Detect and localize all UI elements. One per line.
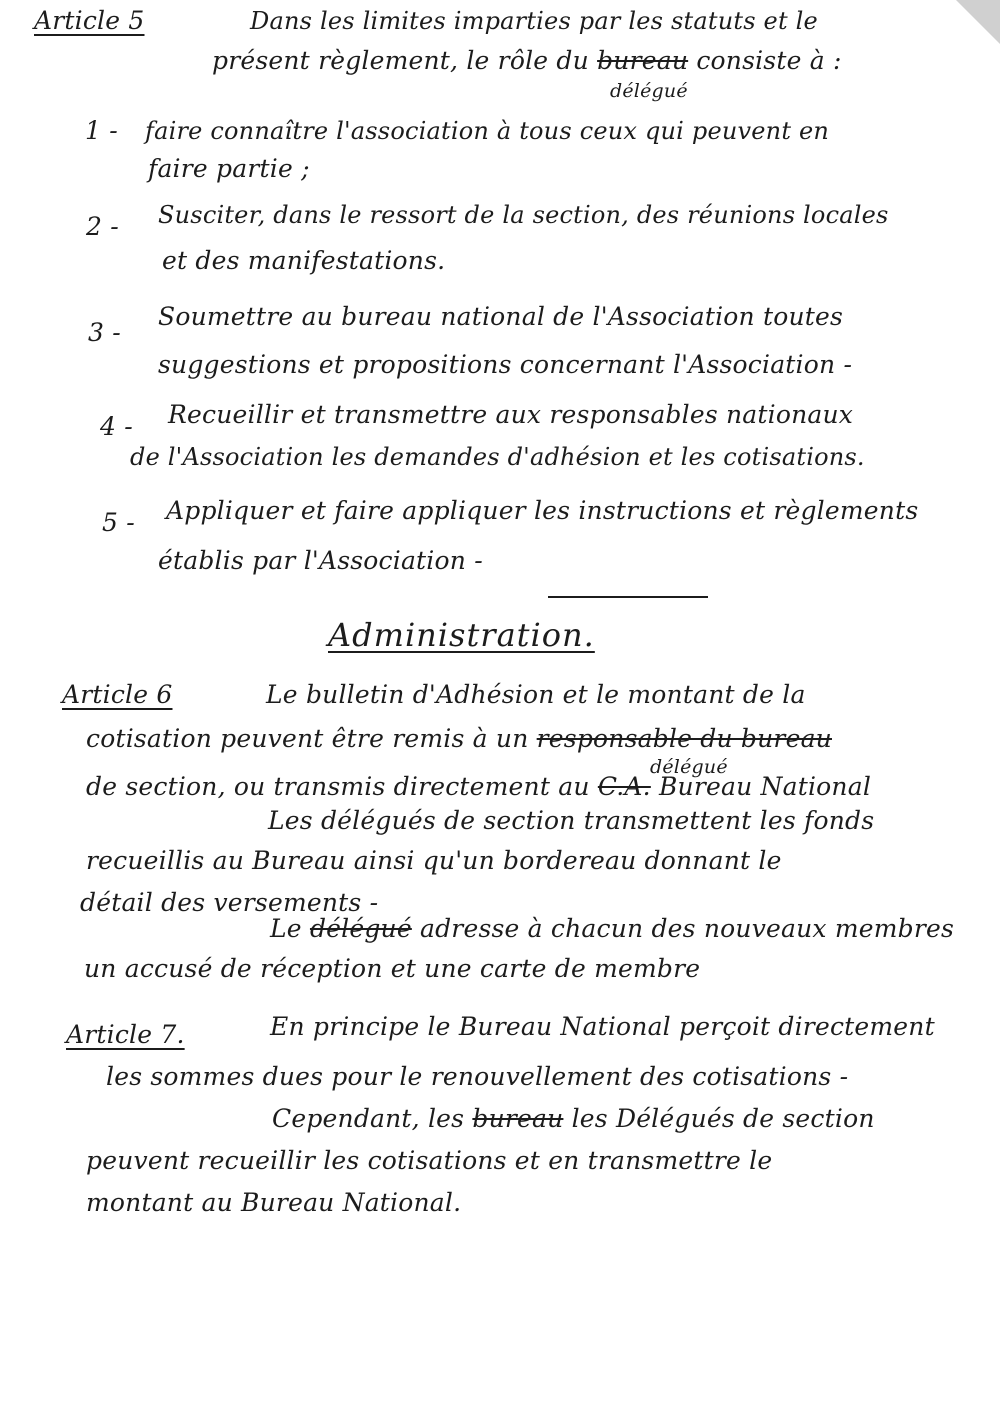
item-1-number: 1 - — [85, 116, 118, 145]
struck-word-bureau: bureau — [597, 46, 689, 75]
article-6-para-3-start: Le — [270, 914, 302, 943]
article-6-para-2-line-3: détail des versements - — [80, 888, 379, 917]
article-7-heading: Article 7. — [66, 1020, 185, 1049]
article-6-para-2-line-2: recueillis au Bureau ainsi qu'un bordereau donnant le — [86, 846, 782, 875]
article-6-line-2-start: cotisation peuvent être remis à un — [86, 724, 529, 753]
article-7-para-2-end: les Délégués de section — [571, 1104, 875, 1133]
section-divider — [548, 596, 708, 598]
item-2-line-2: et des manifestations. — [162, 246, 446, 275]
item-4-line-2: de l'Association les demandes d'adhésion et les cotisations. — [130, 443, 865, 471]
item-4-line-1: Recueillir et transmettre aux responsables nationaux — [168, 400, 854, 429]
item-1-line-2: faire partie ; — [148, 154, 310, 183]
item-2-number: 2 - — [86, 212, 119, 241]
article-6-line-1: Le bulletin d'Adhésion et le montant de la — [266, 680, 806, 709]
inserted-word-delegue-article-6: délégué — [650, 756, 728, 778]
article-6-para-3-line-1 — [270, 914, 954, 944]
article-6-para-3-end: adresse à chacun des nouveaux membres — [420, 914, 955, 943]
article-5-heading: Article 5 — [34, 6, 145, 35]
struck-words-responsable-du-bureau: responsable du bureau — [536, 724, 832, 753]
article-6-line-3-start: de section, ou transmis directement au — [86, 772, 590, 801]
struck-word-bureau-article-7: bureau — [472, 1104, 564, 1133]
article-6-heading: Article 6 — [62, 680, 173, 709]
article-6-line-2 — [86, 724, 832, 754]
article-7-para-2-line-2: peuvent recueillir les cotisations et en transmettre le — [86, 1146, 773, 1175]
folded-corner — [956, 0, 1000, 44]
article-5-line-2-start: présent règlement, le rôle du — [212, 46, 589, 75]
article-6-line-3 — [86, 772, 871, 802]
item-3-number: 3 - — [88, 318, 121, 347]
struck-word-delegue: délégué — [309, 914, 412, 943]
item-1-line-1: faire connaître l'association à tous ceux qui peuvent en — [145, 117, 830, 145]
article-5-line-2 — [212, 46, 842, 76]
article-6-para-3-line-2: un accusé de réception et une carte de membre — [84, 954, 701, 983]
inserted-word-delegue: délégué — [610, 80, 688, 102]
article-6-line-3-end: Bureau National — [658, 772, 872, 801]
article-5-line-2-end: consiste à : — [696, 46, 842, 75]
item-5-number: 5 - — [102, 508, 135, 537]
article-7-line-2: les sommes dues pour le renouvellement des cotisations - — [106, 1062, 849, 1091]
article-5-line-1: Dans les limites imparties par les statuts et le — [250, 7, 818, 35]
item-2-line-1: Susciter, dans le ressort de la section, des réunions locales — [158, 201, 889, 229]
article-7-line-1: En principe le Bureau National perçoit directement — [270, 1012, 935, 1041]
item-5-line-2: établis par l'Association - — [158, 546, 483, 575]
struck-word-ca: C.A. — [597, 772, 651, 801]
item-3-line-1: Soumettre au bureau national de l'Association toutes — [158, 302, 844, 331]
article-7-para-2-line-1 — [272, 1104, 875, 1134]
item-4-number: 4 - — [100, 412, 133, 441]
article-7-para-2-line-3: montant au Bureau National. — [86, 1188, 462, 1217]
article-6-para-2-line-1: Les délégués de section transmettent les fonds — [268, 806, 875, 835]
article-7-para-2-start: Cependant, les — [272, 1104, 465, 1133]
item-3-line-2: suggestions et propositions concernant l'Association - — [158, 350, 853, 379]
item-5-line-1: Appliquer et faire appliquer les instructions et règlements — [166, 496, 919, 525]
administration-title: Administration. — [328, 616, 595, 654]
